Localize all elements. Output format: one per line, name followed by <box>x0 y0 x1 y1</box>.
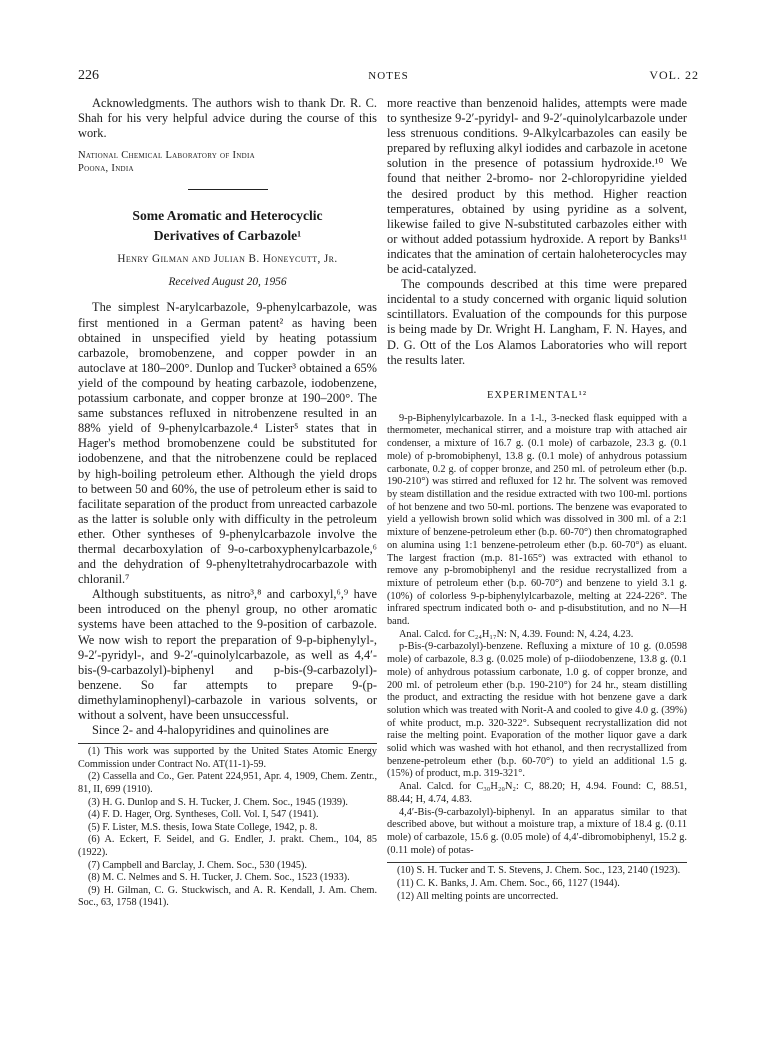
footnote: (12) All melting points are uncorrected. <box>397 890 559 902</box>
affiliation <box>78 149 377 175</box>
footnotes-left <box>78 746 377 910</box>
footnote: (5) F. Lister, M.S. thesis, Iowa State College, 1942, p. 8. <box>88 821 318 833</box>
volume-label: VOL. 22 <box>649 68 699 82</box>
article-authors: Henry Gilman and Julian B. Honeycutt, Jr. <box>117 253 338 266</box>
footnotes-right <box>387 865 687 903</box>
body-paragraph-scintillators: The compounds described at this time were prepared incidental to a study concerned with organic liquid solution scintillators. Evaluation of the compounds for this purpose is being made by Dr. Wright H. Langham, F. N. Hayes, and D. G. Ott of the Los Alamos Laboratories who will report the results later. <box>387 277 687 367</box>
experimental-paragraph-2: p-Bis-(9-carbazolyl)-benzene. Refluxing a mixture of 10 g. (0.0598 mole) of carbazole, 8.3 g. (0.025 mole) of p-diiodobenzene, 13.8 g. (0.1 mole) of anhydrous potassium carbonate, 1.0 g. of copper bronze, and 200 ml. of petroleum ether (b.p. 190-210°) for 24 hr., steam distilling the product, and extracting the residue with hot benzene gave a dark solution which was treated with Norit-A and cooled to give 4.0 g. (39%) of white product, m.p. 320-322°. Subsequent recrystallization did not raise the melting point. Evaporation of the mother liquor gave a dark solid which was washed with hot ethanol, and then recrystallized from benzene-petroleum ether (b.p. 60-70°) to yield an additional 1.5 g. (15%) of product, m.p. 319-321°. <box>387 641 687 780</box>
experimental-paragraph-3: 4,4′-Bis-(9-carbazolyl)-biphenyl. In an apparatus similar to that described above, but without a moisture trap, a mixture of 18.4 g. (0.11 mole) of carbazole, 15.6 g. (0.05 mole) of 4,4′-dibromobiphenyl, 15.2 g. (0.11 mole) of potas- <box>387 806 687 856</box>
body-paragraph-2: Although substituents, as nitro³,⁸ and carboxyl,⁶,⁹ have been introduced on the phenyl group, no other aromatic systems have been attached to the 9-position of carbazole. We now wish to report the preparation of 9-p-biphenylyl-, 9-2′-pyridyl-, and 9-2′-quinolylcarbazole, as well as 4,4′-bis-(9-carbazolyl)-biphenyl and p-bis-(9-carbazolyl)-benzene. So far attempts to prepare 9-(p-dimethylaminophenyl)-carbazole in various solvents, or without a solvent, have been unsuccessful. <box>78 587 377 722</box>
left-column <box>78 96 377 910</box>
analysis-1: Anal. Calcd. for C₂₄H₁₇N: N, 4.39. Found: N, 4.24, 4.23. <box>399 628 634 640</box>
footnote-divider-right <box>387 862 687 863</box>
body-paragraph-3: Since 2- and 4-halopyridines and quinolines are <box>92 723 329 738</box>
footnote: (8) M. C. Nelmes and S. H. Tucker, J. Chem. Soc., 1523 (1933). <box>88 872 350 884</box>
affiliation-line-2: Poona, India <box>78 163 134 175</box>
footnote: (9) H. Gilman, C. G. Stuckwisch, and A. R. Kendall, J. Am. Chem. Soc., 63, 1758 (1941). <box>78 884 377 909</box>
received-date: Received August 20, 1956 <box>168 276 287 289</box>
footnote: (2) Cassella and Co., Ger. Patent 224,951, Apr. 4, 1909, Chem. Zentr., 81, II, 699 (1910). <box>78 771 377 795</box>
experimental-paragraph-1: 9-p-Biphenylylcarbazole. In a 1-l., 3-necked flask equipped with a thermometer, mechanical stirrer, and a moisture trap with attached air condenser, a mixture of 16.7 g. (0.1 mole) of carbazole, 23.3 g. (0.1 mole) of p-bromobiphenyl, 13.8 g. (0.1 mole) of anhydrous potassium carbonate, 0.2 g. of copper bronze, and 250 ml. of petroleum ether (b.p. 190-210°) was stirred and refluxed for 12 hr. The solvent was removed by steam distillation and the residue extracted with two 100-ml. portions of hot benzene and two 50-ml. portions. The benzene was evaporated to yield a yellowish brown solid which was dissolved in 300 ml. of a 2:1 mixture of benzene-petroleum ether (b.p. 60-70°) then chromatographed on alumina using 1:1 benzene-petroleum ether (b.p. 60-70°) as eluant. The largest fraction (m.p. 81-165°) was extracted with ethanol to remove any p-bromobiphenyl and the residue recrystallized from a mixture of petroleum ether (b.p. 60-70°) and benzene to yield 3.1 g. (10%) of colorless 9-p-biphenylylcarbazole, melting at 224-226°. The infrared spectrum indicated both o- and p-disubstitution, and no N—H band. <box>387 412 687 628</box>
body-paragraph-continued: more reactive than benzenoid halides, attempts were made to synthesize 9-2′-pyridyl- and 9-2′-quinolylcarbazole under less strenuous conditions. 9-Alkylcarbazoles can easily be prepared by refluxing alkyl iodides and carbazole in acetone solution in the presence of potassium hydroxide.¹⁰ We found that neither 2-bromo- nor 2-chloropyridine yielded the desired product by this method. Higher reaction temperatures, obtained by using pyridine as a solvent, likewise failed to give N-substituted carbazoles either with or without added potassium hydroxide. A report by Banks¹¹ indicates that the amination of certain haloheterocycles may be acid-catalyzed. <box>387 96 687 277</box>
footnote: (7) Campbell and Barclay, J. Chem. Soc., 530 (1945). <box>88 859 307 871</box>
page-number: 226 <box>78 68 99 83</box>
running-head: NOTES <box>368 70 409 82</box>
analysis-2: Anal. Calcd. for C₃₀H₂₀N₂: C, 88.20; H, 4.94. Found: C, 88.51, 88.44; H, 4.74, 4.83. <box>387 781 687 805</box>
affiliation-line-1: National Chemical Laboratory of India <box>78 150 256 162</box>
footnote: (3) H. G. Dunlop and S. H. Tucker, J. Chem. Soc., 1945 (1939). <box>88 796 348 808</box>
right-column <box>387 96 687 903</box>
section-divider <box>188 189 268 190</box>
footnote: (11) C. K. Banks, J. Am. Chem. Soc., 66, 1127 (1944). <box>397 877 620 889</box>
footnote: (10) S. H. Tucker and T. S. Stevens, J. Chem. Soc., 123, 2140 (1923). <box>397 865 681 877</box>
footnote: (6) A. Eckert, F. Seidel, and G. Endler, J. prakt. Chem., 104, 85 (1922). <box>78 834 377 858</box>
body-paragraph-1: The simplest N-arylcarbazole, 9-phenylcarbazole, was first mentioned in a German patent² as having been obtained in unspecified yield by heating potassium carbazole, bromobenzene, and copper powder in an autoclave at 180–200°. Dunlop and Tucker³ obtained a 65% yield of the compound by heating carbazole, iodobenzene, potassium carbonate, and copper bronze at 190–200°. The same substances refluxed in nitrobenzene resulted in an 88% yield of 9-phenylcarbazole.⁴ Lister⁵ states that in Hager's method bromobenzene could be substituted for iodobenzene, and that the nitrobenzene could be replaced by high-boiling petroleum ether. Although the yield drops to between 50 and 60%, the use of petroleum ether is said to facilitate separation of the product from unreacted carbazole as the latter is soluble only with difficulty in the petroleum ether. Other syntheses of 9-phenylcarbazole involve the thermal decarboxylation of 9-o-carboxyphenylcarbazole,⁶ and the dehydration of 9-phenyltetrahydrocarbazole with chloranil.⁷ <box>78 300 378 587</box>
footnote-divider <box>78 743 377 744</box>
article-title-line-1: Some Aromatic and Heterocyclic <box>132 208 323 224</box>
page-header <box>78 68 699 86</box>
experimental-section <box>387 413 687 858</box>
footnote: (1) This work was supported by the United States Atomic Energy Commission under Contract No. AT(11-1)-59. <box>78 746 377 770</box>
experimental-heading: EXPERIMENTAL¹² <box>487 389 587 401</box>
footnote: (4) F. D. Hager, Org. Syntheses, Coll. Vol. I, 547 (1941). <box>88 809 319 821</box>
acknowledgments: Acknowledgments. The authors wish to thank Dr. R. C. Shah for his very helpful advice during the course of this work. <box>78 96 377 141</box>
article-title-line-2: Derivatives of Carbazole¹ <box>153 228 302 244</box>
article-title <box>78 206 377 246</box>
